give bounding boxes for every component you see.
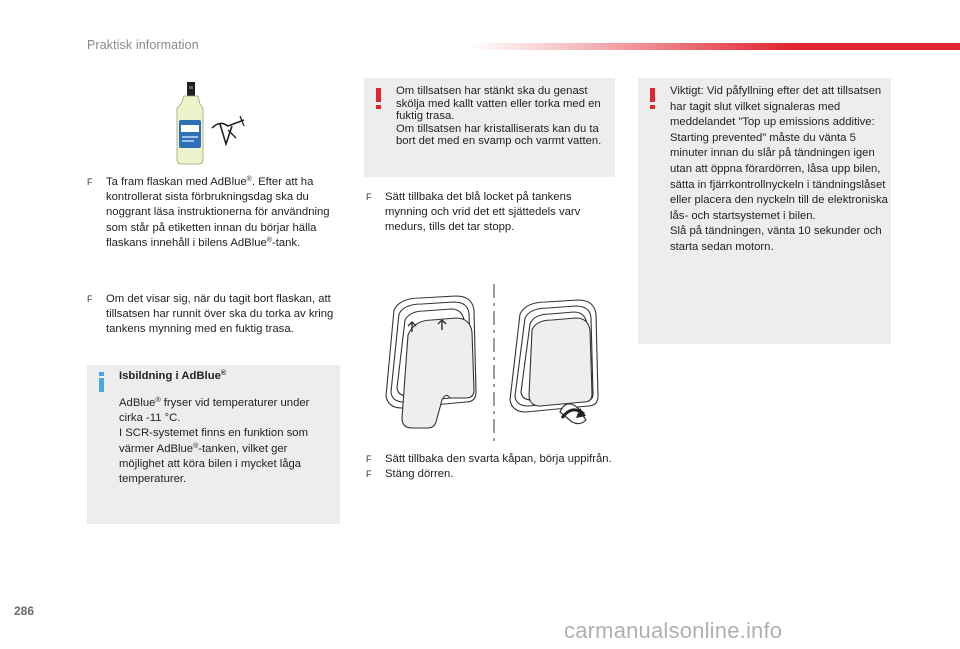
bullet-icon: F xyxy=(366,469,372,480)
adblue-bottle-illustration xyxy=(170,80,250,166)
instruction-replace-black-cover: F Sätt tillbaka den svarta kåpan, börja uppifrån. F Stäng dörren. xyxy=(366,452,614,482)
info-icon xyxy=(99,372,105,392)
warning-text: Om tillsatsen har stänkt ska du genast skölja med kallt vatten eller torka med en fuktig trasa. Om tillsatsen har kristalliserats kan du ta bort det med en svamp och varmt vatten. xyxy=(396,85,602,148)
tank-cover-illustration xyxy=(372,280,612,445)
info-box-title: Isbildning i AdBlue® xyxy=(119,370,227,382)
instruction-replace-blue-cap: F Sätt tillbaka det blå locket på tankens mynning och vrid det ett sjättedels varv medurs, tills det tar stopp. xyxy=(366,190,614,236)
header-accent-bar xyxy=(470,43,960,50)
warning-box-splash xyxy=(364,78,615,177)
info-box-body: AdBlue® fryser vid temperaturer under cirka -11 °C. I SCR-systemet finns en funktion som värmer AdBlue®-tanken, vilket ger möjlighet att köra bilen i mycket låga temperaturer. xyxy=(119,397,310,486)
watermark: carmanualsonline.info xyxy=(564,618,783,643)
bullet-icon: F xyxy=(87,294,93,304)
instruction-wipe-overflow: F Om det visar sig, när du tagit bort flaskan, att tillsatsen har runnit över ska du torka av kring tankens mynning med en fuktig trasa. xyxy=(87,292,339,338)
bullet-icon: F xyxy=(366,192,372,202)
bullet-icon: F xyxy=(366,454,372,464)
warning-text: Viktigt: Vid påfyllning efter det att tillsatsen har tagit slut vilket signaleras med meddelandet ”Top up emissions additive: Starting prevented” måste du vänta 5 minuter innan du slår på tändningen igen utan att öppna förardörren, låsa upp bilen, sätta in fjärrkontrollnyckeln i tändningslåset eller placera den nyckeln till de elektroniska lås- och startsystemet i bilen. Slå på tändningen, vänta 10 sekunder och starta sedan motorn. xyxy=(670,85,888,253)
info-box-freezing xyxy=(87,365,340,524)
warning-box-restart xyxy=(638,78,891,344)
instruction-remove-bottle: F Ta fram flaskan med AdBlue®. Efter att ha kontrollerat sista förbrukningsdag ska du noggrant läsa instruktionerna för användning som står på etiketten innan du börjar hälla flaskans innehåll i bilens AdBlue®-tank. xyxy=(87,175,339,251)
page-number: 286 xyxy=(14,604,35,618)
section-title: Praktisk information xyxy=(87,38,199,52)
bullet-icon: F xyxy=(87,177,93,187)
